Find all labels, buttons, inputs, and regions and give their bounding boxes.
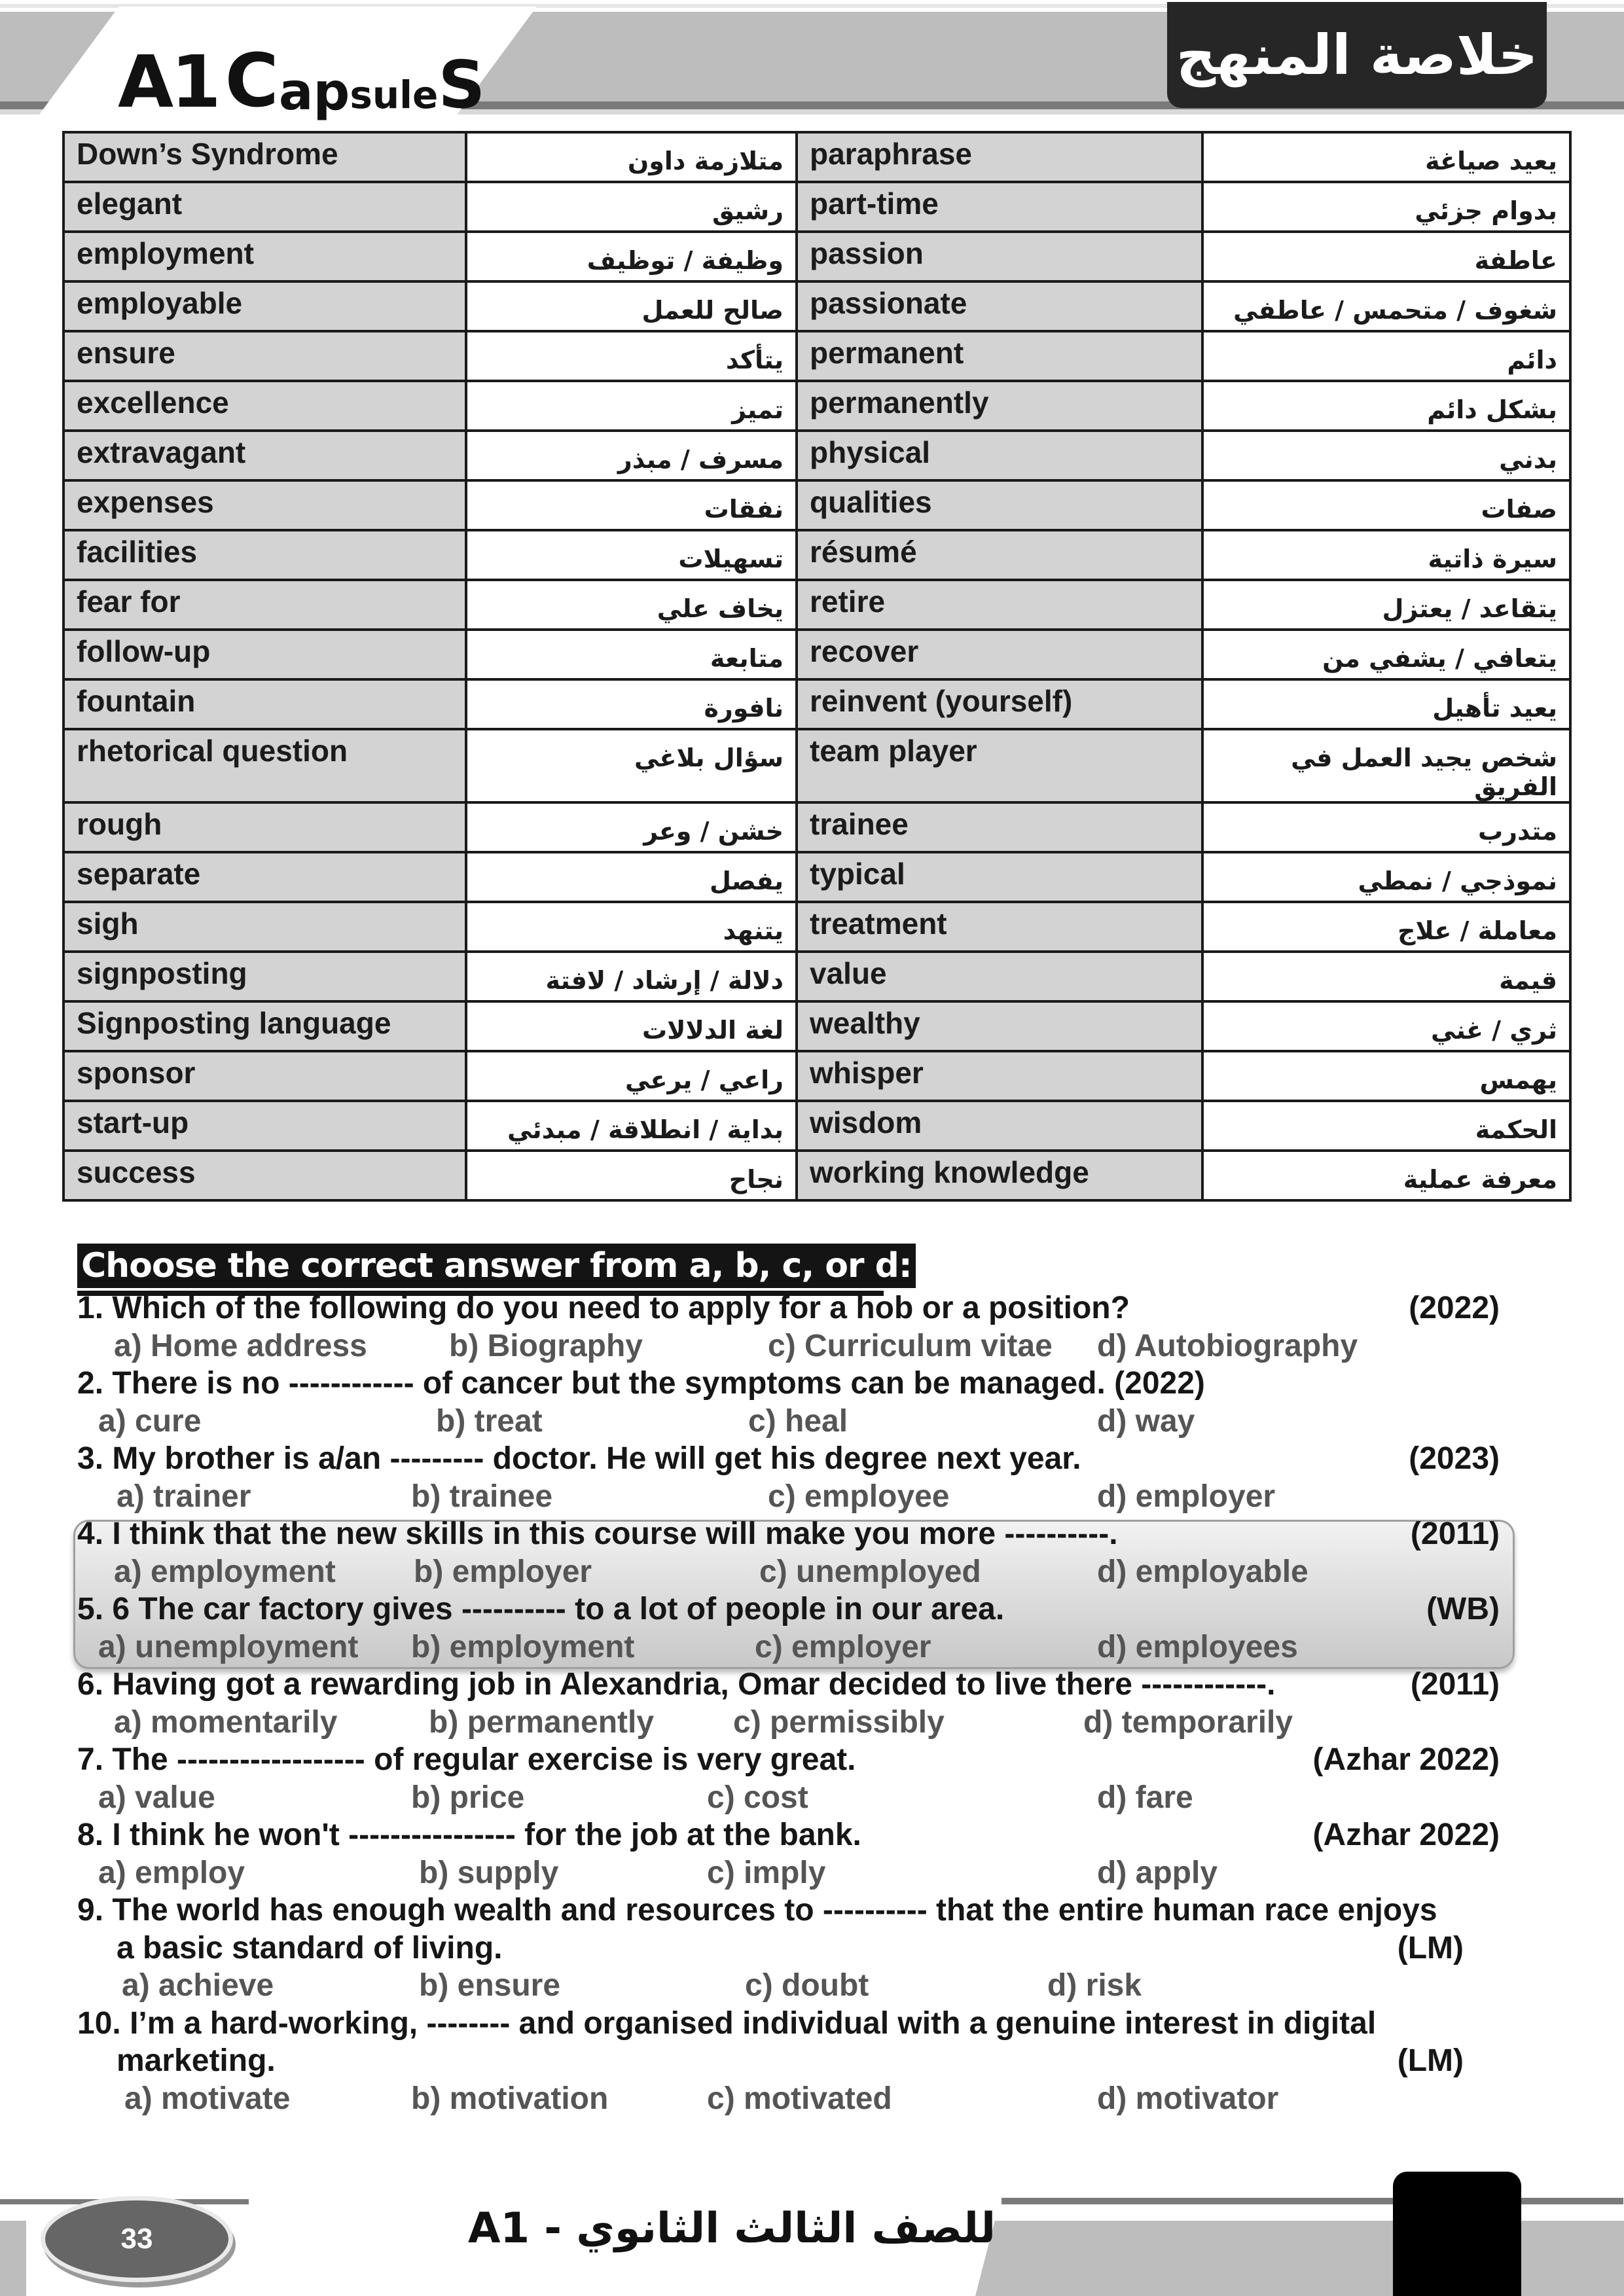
vocab-row (63, 530, 1570, 580)
answer-option-b[interactable]: b) treat (436, 1403, 543, 1439)
english-term: passion (797, 232, 1202, 281)
question-source-tag: (2011) (1410, 1516, 1500, 1551)
english-term: success (63, 1151, 466, 1200)
footer-stripe-right (1001, 2198, 1623, 2204)
answer-option-c[interactable]: c) motivated (707, 2081, 892, 2116)
question-text: marketing. (117, 2043, 276, 2078)
vocabulary-table (62, 131, 1572, 1202)
english-term: elegant (63, 182, 466, 232)
question-text: 10. I’m a hard-working, -------- and organised individual with a genuine interest in digital (77, 2005, 1377, 2041)
arabic-meaning: لغة الدلالات (466, 1001, 797, 1051)
english-term: employment (63, 232, 466, 281)
question-text: 9. The world has enough wealth and resources to ---------- that the entire human race enjoys (77, 1893, 1437, 1928)
question-source-tag: (WB) (1426, 1592, 1500, 1626)
answer-option-b[interactable]: b) ensure (419, 1968, 561, 2003)
english-term: permanently (797, 381, 1202, 431)
answer-option-c[interactable]: c) doubt (745, 1968, 869, 2003)
footer-title: للصف الثالث الثانوي - A1 (468, 2204, 996, 2253)
vocab-row (63, 679, 1570, 729)
question-text: 5. 6 The car factory gives ---------- to a lot of people in our area. (77, 1592, 1005, 1626)
english-term: rough (63, 802, 466, 852)
arabic-meaning: خشن / وعر (466, 802, 797, 852)
page-number-badge (41, 2196, 233, 2282)
vocab-row (63, 381, 1570, 431)
english-term: wealthy (797, 1001, 1202, 1051)
arabic-meaning: متلازمة داون (466, 132, 797, 182)
vocab-row (63, 1001, 1570, 1051)
arabic-meaning: يتقاعد / يعتزل (1202, 580, 1570, 630)
arabic-meaning: دلالة / إرشاد / لافتة (466, 952, 797, 1001)
logo-sule: sule (350, 73, 439, 117)
vocab-row (63, 431, 1570, 480)
arabic-meaning: ثري / غني (1202, 1001, 1570, 1051)
logo-a1: A1 (118, 40, 219, 124)
arabic-meaning: يتنهد (466, 902, 797, 952)
answer-option-a[interactable]: a) trainer (117, 1479, 251, 1514)
answer-option-d[interactable]: d) motivator (1097, 2081, 1279, 2116)
arabic-meaning: تسهيلات (466, 530, 797, 580)
answer-option-d[interactable]: d) employees (1097, 1629, 1298, 1664)
answer-option-b[interactable]: b) permanently (429, 1704, 655, 1740)
arabic-meaning: الحكمة (1202, 1101, 1570, 1151)
arabic-meaning: معرفة عملية (1202, 1151, 1570, 1200)
english-term: sponsor (63, 1051, 466, 1101)
answer-option-a[interactable]: a) Home address (114, 1328, 367, 1363)
english-term: permanent (797, 331, 1202, 381)
english-term: résumé (797, 530, 1202, 580)
answer-option-c[interactable]: c) cost (707, 1780, 808, 1815)
vocab-row (63, 729, 1570, 802)
english-term: physical (797, 431, 1202, 480)
english-term: team player (797, 729, 1202, 802)
english-term: extravagant (63, 431, 466, 480)
arabic-meaning: قيمة (1202, 952, 1570, 1001)
answer-option-b[interactable]: b) employment (411, 1629, 635, 1664)
answer-option-c[interactable]: c) heal (748, 1403, 848, 1439)
arabic-meaning: يفصل (466, 852, 797, 902)
answer-option-b[interactable]: b) motivation (411, 2081, 609, 2116)
english-term: separate (63, 852, 466, 902)
vocab-row (63, 480, 1570, 530)
vocab-row (63, 852, 1570, 902)
english-term: fear for (63, 580, 466, 630)
answer-option-a[interactable]: a) motivate (124, 2081, 291, 2116)
vocab-row (63, 902, 1570, 952)
english-term: qualities (797, 480, 1202, 530)
question-source-tag: (2023) (1409, 1441, 1500, 1476)
question-text: 7. The ------------------ of regular exercise is very great. (77, 1742, 856, 1777)
english-term: sigh (63, 902, 466, 952)
vocabulary-table-body (63, 132, 1570, 1200)
arabic-meaning: بداية / انطلاقة / مبدئي (466, 1101, 797, 1151)
english-term: treatment (797, 902, 1202, 952)
answer-option-d[interactable]: d) employer (1097, 1479, 1276, 1514)
english-term: employable (63, 281, 466, 331)
answer-option-a[interactable]: a) cure (98, 1403, 202, 1439)
answer-option-b[interactable]: b) trainee (411, 1479, 553, 1514)
answer-option-d[interactable]: d) Autobiography (1097, 1328, 1358, 1363)
english-term: Signposting language (63, 1001, 466, 1051)
answer-option-d[interactable]: d) risk (1047, 1968, 1142, 2003)
arabic-meaning: صفات (1202, 480, 1570, 530)
page-number: 33 (120, 2223, 153, 2255)
english-term: follow-up (63, 630, 466, 679)
vocab-row (63, 1051, 1570, 1101)
vocab-row (63, 580, 1570, 630)
arabic-meaning: نجاح (466, 1151, 797, 1200)
answer-option-d[interactable]: d) temporarily (1083, 1704, 1293, 1740)
arabic-meaning: يتعافي / يشفي من (1202, 630, 1570, 679)
question-source-tag: (LM) (1397, 2043, 1464, 2078)
question-text: 6. Having got a rewarding job in Alexandria, Omar decided to live there ------------. (77, 1667, 1276, 1702)
answer-option-a[interactable]: a) unemployment (98, 1629, 359, 1664)
english-term: signposting (63, 952, 466, 1001)
answer-option-b[interactable]: b) employer (414, 1554, 592, 1589)
answer-option-d[interactable]: d) way (1097, 1403, 1195, 1439)
footer-band-right (975, 2221, 1624, 2296)
english-term: ensure (63, 331, 466, 381)
arabic-meaning: يهمس (1202, 1051, 1570, 1101)
question-source-tag: (2022) (1409, 1291, 1500, 1325)
answer-option-a[interactable]: a) value (98, 1780, 215, 1815)
arabic-meaning: رشيق (466, 182, 797, 232)
english-term: typical (797, 852, 1202, 902)
vocab-row (63, 1101, 1570, 1151)
question-text: 1. Which of the following do you need to apply for a hob or a position? (77, 1291, 1130, 1325)
english-term: working knowledge (797, 1151, 1202, 1200)
exercise-heading: Choose the correct answer from a, b, c, or d: (77, 1244, 916, 1288)
arabic-meaning: صالح للعمل (466, 281, 797, 331)
english-term: paraphrase (797, 132, 1202, 182)
answer-option-b[interactable]: b) price (411, 1780, 525, 1815)
section-title: خلاصة المنهج (1176, 23, 1538, 87)
arabic-meaning: نفقات (466, 480, 797, 530)
arabic-meaning: شخص يجيد العمل في الفريق (1202, 729, 1570, 802)
arabic-meaning: معاملة / علاج (1202, 902, 1570, 952)
question-text: 8. I think he won't ---------------- for the job at the bank. (77, 1818, 861, 1852)
answer-option-a[interactable]: a) momentarily (114, 1704, 338, 1740)
vocab-row (63, 1151, 1570, 1200)
english-term: fountain (63, 679, 466, 729)
arabic-meaning: سيرة ذاتية (1202, 530, 1570, 580)
vocab-row (63, 630, 1570, 679)
arabic-meaning: وظيفة / توظيف (466, 232, 797, 281)
footer-black-tab (1393, 2172, 1521, 2296)
footer-band-left (0, 2221, 26, 2296)
arabic-meaning: يتأكد (466, 331, 797, 381)
vocab-row (63, 952, 1570, 1001)
question-text: 3. My brother is a/an --------- doctor. He will get his degree next year. (77, 1441, 1081, 1476)
vocab-row (63, 232, 1570, 281)
arabic-meaning: مسرف / مبذر (466, 431, 797, 480)
arabic-meaning: متدرب (1202, 802, 1570, 852)
answer-option-d[interactable]: d) employable (1097, 1554, 1308, 1589)
arabic-meaning: نموذجي / نمطي (1202, 852, 1570, 902)
answer-option-c[interactable]: c) permissibly (733, 1704, 945, 1740)
answer-option-b[interactable]: b) supply (419, 1855, 559, 1890)
english-term: whisper (797, 1051, 1202, 1101)
answer-option-a[interactable]: a) achieve (122, 1968, 274, 2003)
answer-option-c[interactable]: c) unemployed (759, 1554, 981, 1589)
arabic-meaning: بدني (1202, 431, 1570, 480)
section-title-box (1167, 2, 1547, 108)
question-source-tag: (Azhar 2022) (1312, 1818, 1500, 1852)
english-term: wisdom (797, 1101, 1202, 1151)
arabic-meaning: نافورة (466, 679, 797, 729)
arabic-meaning: تميز (466, 381, 797, 431)
arabic-meaning: متابعة (466, 630, 797, 679)
question-text: 4. I think that the new skills in this course will make you more ----------. (77, 1516, 1118, 1551)
arabic-meaning: بشكل دائم (1202, 381, 1570, 431)
english-term: retire (797, 580, 1202, 630)
english-term: value (797, 952, 1202, 1001)
arabic-meaning: سؤال بلاغي (466, 729, 797, 802)
vocab-row (63, 802, 1570, 852)
logo-c: C (225, 39, 279, 124)
arabic-meaning: شغوف / متحمس / عاطفي (1202, 281, 1570, 331)
question-source-tag: (LM) (1397, 1930, 1464, 1965)
question-source-tag: (2011) (1410, 1667, 1500, 1702)
answer-option-a[interactable]: a) employ (98, 1855, 245, 1890)
answer-option-c[interactable]: c) imply (707, 1855, 826, 1890)
vocab-row (63, 281, 1570, 331)
english-term: excellence (63, 381, 466, 431)
arabic-meaning: يعيد تأهيل (1202, 679, 1570, 729)
logo-ap: ap (278, 63, 350, 122)
vocab-row (63, 182, 1570, 232)
answer-option-a[interactable]: a) employment (114, 1554, 336, 1589)
english-term: part-time (797, 182, 1202, 232)
english-term: trainee (797, 802, 1202, 852)
answer-option-c[interactable]: c) Curriculum vitae (768, 1328, 1053, 1363)
answer-option-d[interactable]: d) apply (1097, 1855, 1218, 1890)
question-source-tag: (Azhar 2022) (1312, 1742, 1500, 1777)
english-term: passionate (797, 281, 1202, 331)
vocab-row (63, 132, 1570, 182)
question-text: 2. There is no ------------ of cancer but the symptoms can be managed. (2022) (77, 1366, 1205, 1401)
english-term: expenses (63, 480, 466, 530)
arabic-meaning: يخاف علي (466, 580, 797, 630)
answer-option-c[interactable]: c) employer (755, 1629, 931, 1664)
answer-option-c[interactable]: c) employee (768, 1479, 950, 1514)
english-term: recover (797, 630, 1202, 679)
english-term: facilities (63, 530, 466, 580)
arabic-meaning: عاطفة (1202, 232, 1570, 281)
english-term: start-up (63, 1101, 466, 1151)
arabic-meaning: بدوام جزئي (1202, 182, 1570, 232)
english-term: rhetorical question (63, 729, 466, 802)
arabic-meaning: دائم (1202, 331, 1570, 381)
logo-s: S (438, 46, 486, 123)
english-term: Down’s Syndrome (63, 132, 466, 182)
arabic-meaning: راعي / يرعي (466, 1051, 797, 1101)
vocab-row (63, 331, 1570, 381)
answer-option-b[interactable]: b) Biography (449, 1328, 643, 1363)
brand-logo (118, 39, 486, 124)
answer-option-d[interactable]: d) fare (1097, 1780, 1193, 1815)
question-text: a basic standard of living. (117, 1930, 503, 1965)
arabic-meaning: يعيد صياغة (1202, 132, 1570, 182)
english-term: reinvent (yourself) (797, 679, 1202, 729)
